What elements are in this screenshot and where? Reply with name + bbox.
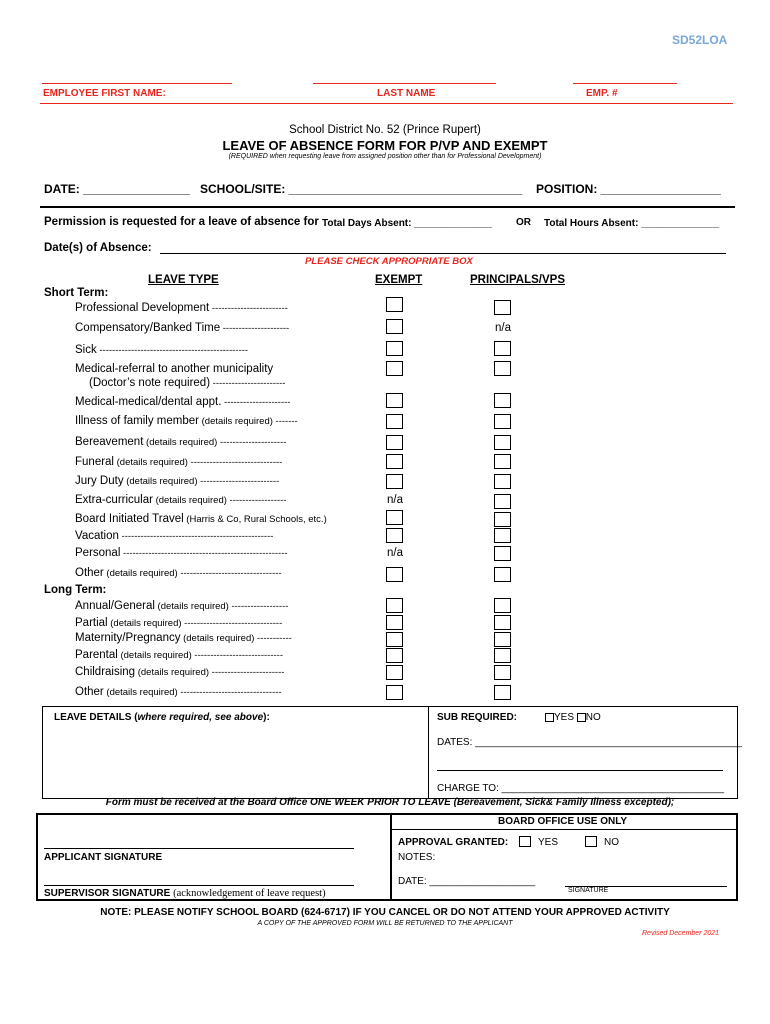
principals-checkbox[interactable] — [494, 435, 511, 450]
approval-label: APPROVAL GRANTED: — [398, 837, 509, 848]
principals-checkbox[interactable] — [494, 393, 511, 408]
applicant-signature-line[interactable] — [44, 848, 354, 849]
footer-copy: A COPY OF THE APPROVED FORM WILL BE RETURNED TO THE APPLICANT — [257, 920, 513, 927]
short-term-leave-type: Other (details required) -------------------------------- — [75, 567, 282, 579]
short-term-leave-type: Board Initiated Travel (Harris & Co, Rural Schools, etc.) — [75, 513, 327, 525]
emp-number-label: EMP. # — [586, 88, 618, 99]
exempt-checkbox[interactable] — [386, 510, 403, 525]
short-term-leave-type: Illness of family member (details required) ------- — [75, 415, 298, 427]
principals-checkbox[interactable] — [494, 341, 511, 356]
applicant-signature-label: APPLICANT SIGNATURE — [44, 852, 163, 863]
notes-label: NOTES: — [398, 852, 436, 863]
exempt-na: n/a — [387, 547, 403, 559]
long-term-leave-type: Annual/General (details required) ------------------ — [75, 600, 289, 612]
principals-checkbox[interactable] — [494, 474, 511, 489]
principals-checkbox[interactable] — [494, 615, 511, 630]
charge-to-field[interactable]: CHARGE TO: ________________________________________ — [437, 783, 725, 794]
long-term-leave-type: Maternity/Pregnancy (details required) ----------- — [75, 632, 292, 644]
dates-absence-line[interactable] — [160, 253, 726, 254]
revised-date: Revised December 2021 — [642, 930, 720, 937]
office-date-field[interactable]: DATE: ___________________ — [398, 876, 536, 887]
district-name: School District No. 52 (Prince Rupert) — [289, 124, 481, 136]
short-term-leave-type: Medical-medical/dental appt. --------------------- — [75, 396, 291, 408]
exempt-checkbox[interactable] — [386, 567, 403, 582]
principals-checkbox[interactable] — [494, 685, 511, 700]
principals-checkbox[interactable] — [494, 494, 511, 509]
total-hours-field[interactable]: Total Hours Absent: ______________ — [544, 218, 720, 229]
approval-yes-checkbox[interactable] — [519, 836, 531, 847]
col-leave-type: LEAVE TYPE — [148, 274, 219, 286]
supervisor-signature-line[interactable] — [44, 885, 354, 886]
form-code: SD52LOA — [672, 33, 728, 47]
short-term-leave-type: Vacation ------------------------------------------------ — [75, 530, 274, 542]
principals-checkbox[interactable] — [494, 300, 511, 315]
exempt-checkbox[interactable] — [386, 632, 403, 647]
col-principals: PRINCIPALS/VPS — [470, 274, 565, 286]
short-term-leave-type: Compensatory/Banked Time --------------------- — [75, 322, 290, 334]
short-term-leave-type: Sick ----------------------------------------------- — [75, 344, 249, 356]
sub-required-options[interactable]: YES NO — [545, 712, 601, 723]
approval-yes-label: YES — [538, 837, 559, 848]
principals-checkbox[interactable] — [494, 632, 511, 647]
leave-details-label: LEAVE DETAILS (where required, see above): — [54, 712, 270, 723]
exempt-checkbox[interactable] — [386, 528, 403, 543]
principals-checkbox[interactable] — [494, 528, 511, 543]
principals-checkbox[interactable] — [494, 546, 511, 561]
approval-no-checkbox[interactable] — [585, 836, 597, 847]
principals-na: n/a — [495, 322, 511, 334]
sub-dates-field[interactable]: DATES: ________________________________________________ — [437, 737, 743, 748]
short-term-leave-type: Funeral (details required) ----------------------------- — [75, 456, 283, 468]
submission-notice: Form must be received at the Board Office ONE WEEK PRIOR TO LEAVE (Bereavement, Sick& Family Illness excepted); — [105, 797, 675, 808]
exempt-checkbox[interactable] — [386, 341, 403, 356]
position-field[interactable]: POSITION: __________________ — [536, 182, 721, 196]
long-term-label: Long Term: — [44, 584, 107, 596]
principals-checkbox[interactable] — [494, 598, 511, 613]
form-subtitle: (REQUIRED when requesting leave from assigned position other than for Professional Development) — [228, 153, 542, 160]
short-term-leave-type: Jury Duty (details required) ------------------------- — [75, 475, 280, 487]
total-days-field[interactable]: Total Days Absent: ______________ — [322, 218, 493, 229]
principals-checkbox[interactable] — [494, 361, 511, 376]
principals-checkbox[interactable] — [494, 665, 511, 680]
short-term-label: Short Term: — [44, 287, 109, 299]
exempt-checkbox[interactable] — [386, 665, 403, 680]
exempt-checkbox[interactable] — [386, 361, 403, 376]
exempt-checkbox[interactable] — [386, 393, 403, 408]
long-term-leave-type: Other (details required) -------------------------------- — [75, 686, 282, 698]
short-term-leave-type: Professional Development ------------------------ — [75, 302, 288, 314]
exempt-na: n/a — [387, 494, 403, 506]
principals-checkbox[interactable] — [494, 454, 511, 469]
principals-checkbox[interactable] — [494, 648, 511, 663]
form-title: LEAVE OF ABSENCE FORM FOR P/VP AND EXEMPT — [222, 138, 548, 153]
short-term-leave-type: Medical-referral to another municipality — [75, 363, 274, 375]
sub-required-label: SUB REQUIRED: — [437, 712, 518, 723]
exempt-checkbox[interactable] — [386, 435, 403, 450]
long-term-leave-type: Childraising (details required) ----------------------- — [75, 666, 285, 678]
exempt-checkbox[interactable] — [386, 598, 403, 613]
exempt-checkbox[interactable] — [386, 685, 403, 700]
principals-checkbox[interactable] — [494, 414, 511, 429]
exempt-checkbox[interactable] — [386, 615, 403, 630]
principals-checkbox[interactable] — [494, 567, 511, 582]
short-term-leave-type: Bereavement (details required) --------------------- — [75, 436, 287, 448]
office-use-label: BOARD OFFICE USE ONLY — [498, 816, 628, 827]
short-term-leave-type: Personal ---------------------------------------------------- — [75, 547, 288, 559]
supervisor-signature-label: SUPERVISOR SIGNATURE (acknowledgement of leave request) — [44, 888, 326, 899]
permission-text: Permission is requested for a leave of absence for — [44, 216, 319, 228]
exempt-checkbox[interactable] — [386, 648, 403, 663]
long-term-leave-type: Parental (details required) ---------------------------- — [75, 649, 283, 661]
exempt-checkbox[interactable] — [386, 414, 403, 429]
exempt-checkbox[interactable] — [386, 319, 403, 334]
school-field[interactable]: SCHOOL/SITE: ___________________________________ — [200, 182, 523, 196]
date-field[interactable]: DATE: ________________ — [44, 182, 190, 196]
dates-absence-label: Date(s) of Absence: — [44, 242, 152, 254]
col-exempt: EXEMPT — [375, 274, 423, 286]
footer-note: NOTE: PLEASE NOTIFY SCHOOL BOARD (624-6717) IF YOU CANCEL OR DO NOT ATTEND YOUR APPROVED ACTIVITY — [100, 907, 670, 918]
or-label: OR — [516, 217, 531, 228]
long-term-leave-type: Partial (details required) ------------------------------- — [75, 617, 283, 629]
office-signature-label: SIGNATURE — [568, 887, 609, 894]
check-note: PLEASE CHECK APPROPRIATE BOX — [305, 256, 473, 267]
approval-no-label: NO — [604, 837, 619, 848]
short-term-leave-type: (Doctor’s note required) ----------------------- — [89, 377, 286, 389]
exempt-checkbox[interactable] — [386, 454, 403, 469]
exempt-checkbox[interactable] — [386, 297, 403, 312]
principals-checkbox[interactable] — [494, 512, 511, 527]
short-term-leave-type: Extra-curricular (details required) ------------------ — [75, 494, 287, 506]
first-name-label: EMPLOYEE FIRST NAME: — [43, 88, 166, 99]
exempt-checkbox[interactable] — [386, 474, 403, 489]
last-name-label: LAST NAME — [377, 88, 436, 99]
